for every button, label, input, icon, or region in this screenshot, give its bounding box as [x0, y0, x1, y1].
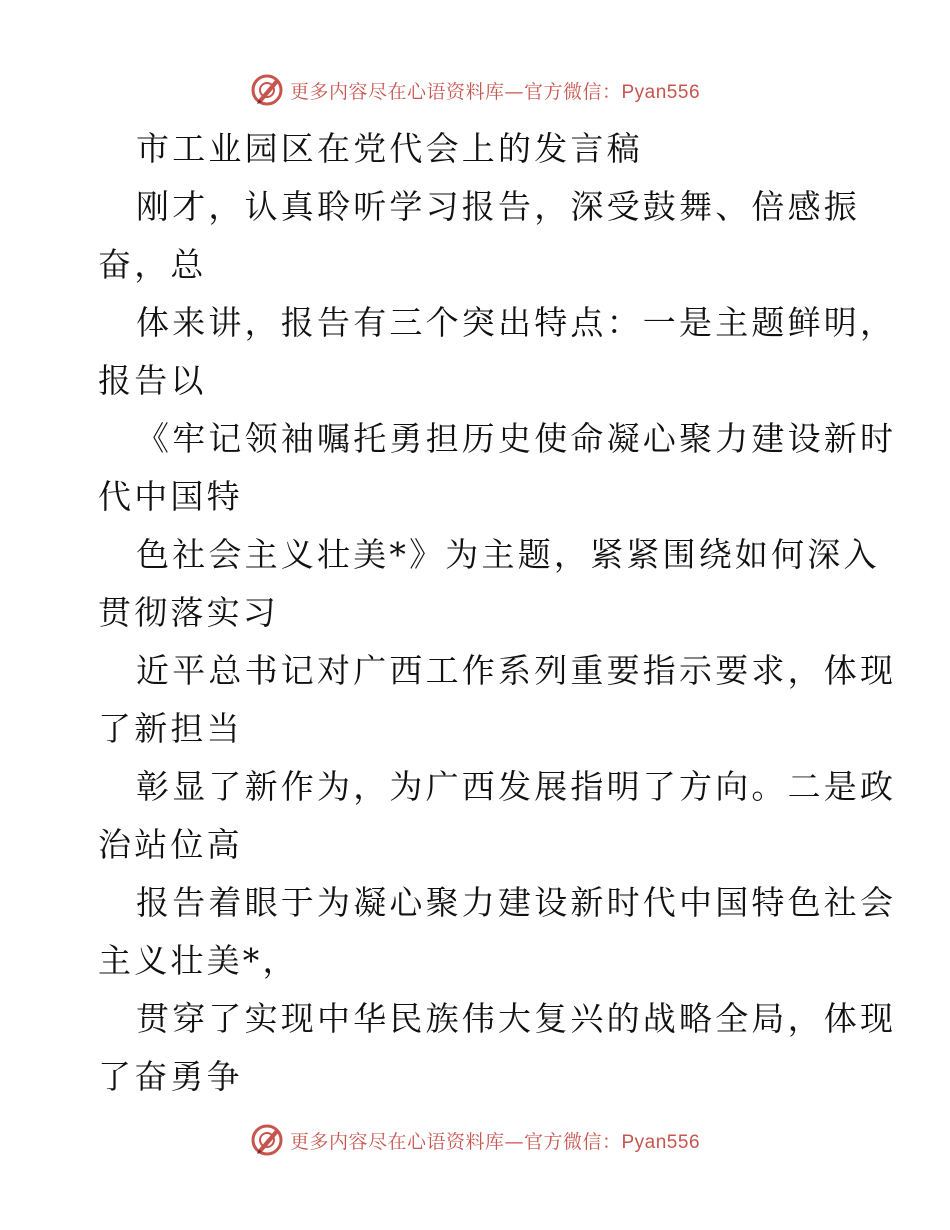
text-line: 了新担当 [98, 709, 243, 748]
document-title: 市工业园区在党代会上的发言稿 [136, 129, 643, 168]
watermark-text: 更多内容尽在心语资料库—官方微信：Pyan556 [289, 80, 701, 103]
text-line: 体来讲，报告有三个突出特点：一是主题鲜明， [136, 303, 897, 342]
text-line: 近平总书记对广西工作系列重要指示要求，体现 [136, 651, 897, 690]
text-line: 报告以 [98, 361, 207, 400]
text-line: 代中国特 [98, 477, 243, 516]
document-body [98, 120, 897, 1106]
text-line: 《牢记领袖嘱托勇担历史使命凝心聚力建设新时 [136, 419, 897, 458]
text-line: 刚才，认真聆听学习报告，深受鼓舞、倍感振 [136, 187, 860, 226]
text-line: 贯穿了实现中华民族伟大复兴的战略全局，体现 [136, 999, 897, 1038]
text-line: 了奋勇争 [98, 1057, 243, 1096]
text-line: 报告着眼于为凝心聚力建设新时代中国特色社会 [136, 883, 897, 922]
text-line: 彰显了新作为，为广西发展指明了方向。二是政 [136, 767, 897, 806]
text-line: 贯彻落实习 [98, 593, 279, 632]
text-lines [98, 120, 897, 1106]
footer-watermark [0, 1120, 950, 1160]
text-line: 主义壮美*， [98, 941, 299, 980]
header-watermark [0, 70, 950, 110]
text-line: 治站位高 [98, 825, 243, 864]
text-line: 色社会主义壮美*》为主题，紧紧围绕如何深入 [136, 535, 880, 574]
watermark-text: 更多内容尽在心语资料库—官方微信：Pyan556 [289, 1130, 701, 1153]
pen-logo-icon [250, 73, 284, 107]
text-line: 奋，总 [98, 245, 207, 284]
pen-logo-icon [250, 1123, 284, 1157]
